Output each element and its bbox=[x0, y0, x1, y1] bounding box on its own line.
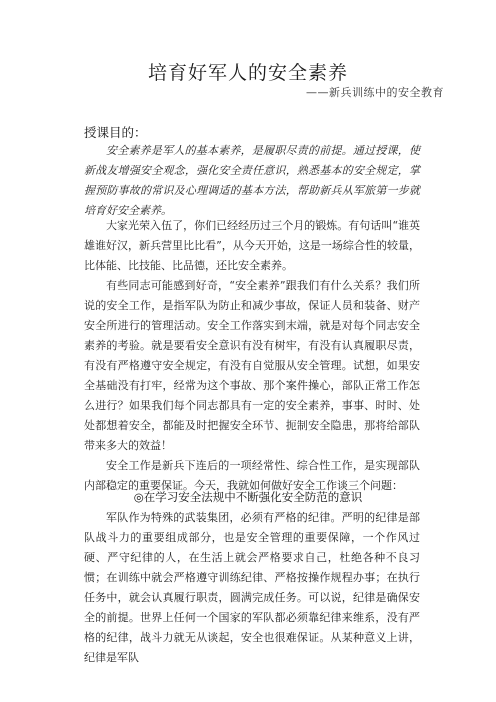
document-title: 培育好军人的安全素养 bbox=[147, 62, 348, 84]
body-paragraph: 安全工作是新兵下连后的一项经常性、综合性工作，是实现部队内部稳定的重要保证。今天，我就如何做好安全工作谈三个问题： bbox=[84, 459, 420, 492]
objective-paragraph bbox=[84, 141, 420, 221]
document-subtitle: ——新兵训练中的安全教育 bbox=[306, 86, 444, 99]
objective-heading: 授课目的： bbox=[84, 125, 147, 140]
objective-text: 安全素养是军人的基本素养，是履职尽责的前提。通过授课，使新战友增强安全观念，强化安全责任意识，熟悉基本的安全规定，掌握预防事故的常识及心理调适的基本方法，帮助新兵从军旅第一步就培育好安全素养。 bbox=[84, 144, 420, 217]
body-paragraph: 大家光荣入伍了，你们已经经历过三个月的锻炼。有句话叫“谁英雄谁好汉，新兵营里比比看”，从今天开始，这是一场综合性的较量，比体能、比技能、比品德，还比安全素养。 bbox=[84, 219, 420, 272]
body-paragraph: 有些同志可能感到好奇，“安全素养”跟我们有什么关系？我们所说的安全工作，是指军队为防止和减少事故，保证人员和装备、财产安全所进行的管理活动。安全工作落实到末端，就是对每个同志安全素养的考验。就是要看安全意识有没有树牢，有没有认真履职尽责，有没有严格遵守安全规定，有没有自觉服从安全管理。试想，如果安全基础没有打牢，经常为这个事故、那个案件操心，部队正常工作怎么进行？如果我们每个同志都具有一定的安全素养，事事、时时、处处都想着安全，都能及时把握安全环节、扼制安全隐患，那将给部队带来多大的效益！ bbox=[84, 279, 420, 452]
section-body bbox=[84, 508, 420, 668]
intro-body bbox=[84, 216, 420, 496]
section-heading: ◎在学习安全法规中不断强化安全防范的意识 bbox=[133, 490, 363, 504]
body-paragraph: 军队作为特殊的武装集团，必须有严格的纪律。严明的纪律是部队战斗力的重要组成部分，也是安全管理的重要保障，一个作风过硬、严守纪律的人，在生活上就会严格要求自己，杜绝各种不良习惯；在训练中就会严格遵守训练纪律、严格按操作规程办事；在执行任务中，就会认真履行职责，圆满完成任务。可以说，纪律是确保安全的前提。世界上任何一个国家的军队都必须靠纪律来维系，没有严格的纪律，战斗力就无从谈起，安全也很难保证。从某种意义上讲，纪律是军队 bbox=[84, 511, 420, 664]
